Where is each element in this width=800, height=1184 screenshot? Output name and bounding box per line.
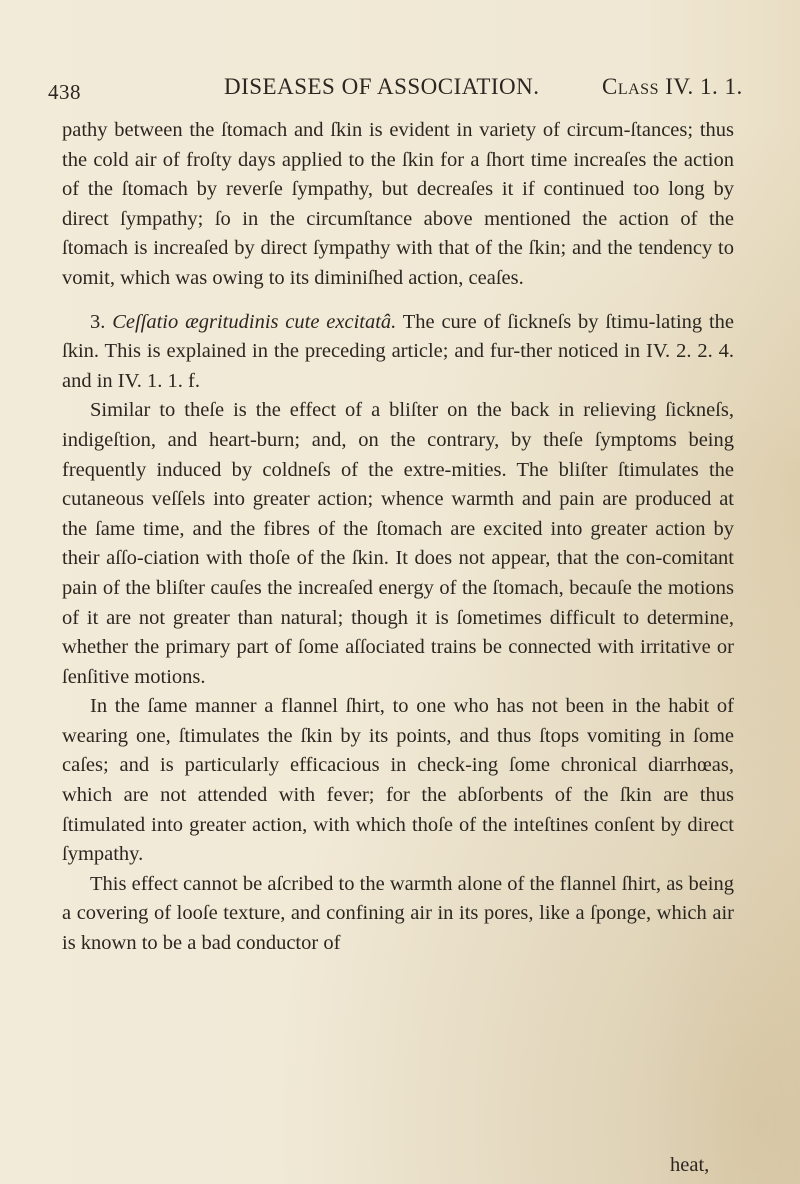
paragraph-3: Similar to theſe is the effect of a bliſter on the back in relieving ſickneſs, indigeſtion, and heart-burn; and, on the contrary, by theſe ſymptoms being frequently induced by coldneſs of the extre-mities. The bliſter ſtimulates the cutaneous veſſels into greater action; whence warmth and pain are produced at the ſame time, and the fibres of the ſtomach are excited into greater action by their aſſo-ciation with thoſe of the ſkin. It does not appear, that the con-comitant pain of the bliſter cauſes the increaſed energy of the ſtomach, becauſe the motions of it are not greater than natural; though it is ſometimes difficult to determine, whether the primary part of ſome aſſociated trains be connected with irritative or ſenſitive motions. <box>62 399 734 688</box>
running-title: DISEASES OF ASSOCIATION. <box>224 74 540 99</box>
class-reference: Class IV. 1. 1. <box>602 74 743 99</box>
page-number: 438 <box>48 80 81 104</box>
paragraph-5: This effect cannot be aſcribed to the warmth alone of the flannel ſhirt, as being a covering of looſe texture, and confining air in its pores, like a ſponge, which air is known to be a bad conductor of <box>62 872 734 955</box>
paragraph-1: pathy between the ſtomach and ſkin is evident in variety of circum-ſtances; thus the cold air of froſty days applied to the ſkin for a ſhort time increaſes the action of the ſtomach by reverſe ſympathy, but decreaſes it if continued too long by direct ſympathy; ſo in the circumſtance above mentioned the action of the ſtomach is increaſed by direct ſympathy with that of the ſkin; and the tendency to vomit, which was owing to its diminiſhed action, ceaſes. <box>62 119 734 289</box>
paragraph-4: In the ſame manner a flannel ſhirt, to one who has not been in the habit of wearing one, ſtimulates the ſkin by its points, and thus ſtops vomiting in ſome caſes; and is particularly efficacious in check-ing ſome chronical diarrhœas, which are not attended with fever; for the abſorbents of the ſkin are thus ſtimulated into greater action, with which thoſe of the inteſtines conſent by direct ſympathy. <box>62 695 734 866</box>
section-number: 3. <box>90 310 106 333</box>
catchword: heat, <box>670 1154 710 1176</box>
running-head <box>48 74 748 106</box>
paragraph-2 <box>62 308 734 397</box>
section-heading: Ceſſatio ægritudinis cute excitatâ. <box>112 310 397 333</box>
section-text: The cure of ſickneſs by ſtimu-lating the ſkin. This is explained in the preceding article; and fur-ther noticed in IV. 2. 2. 4. and in IV. 1. 1. f. <box>62 310 734 392</box>
body-text <box>62 116 734 959</box>
